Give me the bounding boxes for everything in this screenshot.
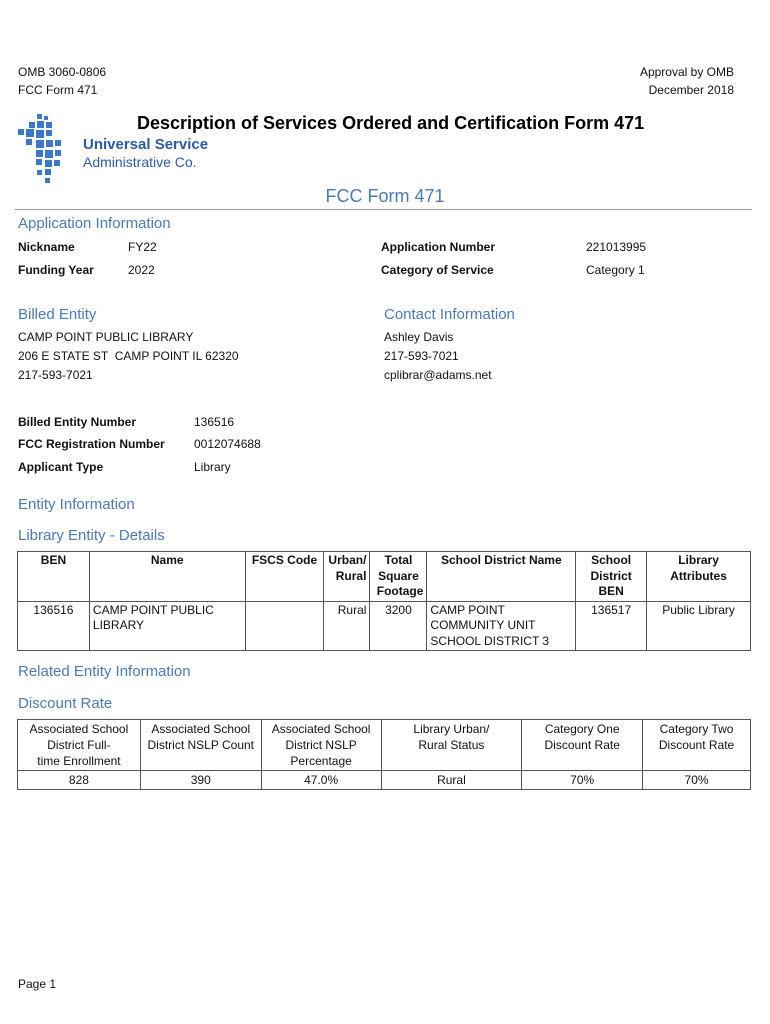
col-urban-rural: Urban/ Rural (324, 552, 370, 602)
cell-library-attributes: Public Library (647, 601, 751, 651)
library-entity-heading: Library Entity - Details (18, 527, 165, 544)
ben-label: Billed Entity Number (18, 415, 137, 429)
applicant-type-label: Applicant Type (18, 460, 104, 474)
col-ben: BEN (18, 552, 90, 602)
approval-date: December 2018 (648, 83, 734, 97)
application-info-heading: Application Information (18, 215, 171, 232)
col-fscs: FSCS Code (245, 552, 324, 602)
page-number: Page 1 (18, 977, 57, 991)
category-label: Category of Service (381, 263, 494, 277)
contact-info-heading: Contact Information (384, 306, 515, 323)
cell-square-footage: 3200 (370, 601, 427, 651)
col-name: Name (89, 552, 245, 602)
entity-info-heading: Entity Information (18, 496, 135, 513)
col-school-district: School District Name (427, 552, 576, 602)
applicant-type-value: Library (194, 460, 231, 474)
funding-year-label: Funding Year (18, 263, 94, 277)
cell-school-district: CAMP POINT COMMUNITY UNIT SCHOOL DISTRICT 3 (427, 601, 576, 651)
category-value: Category 1 (586, 263, 645, 277)
contact-phone: 217-593-7021 (384, 349, 459, 363)
cell-ben: 136516 (18, 601, 90, 651)
cell-nslp-count: 390 (140, 771, 261, 790)
related-entity-heading: Related Entity Information (18, 663, 191, 680)
nickname-value: FY22 (128, 240, 157, 254)
cell-urban-rural-status: Rural (381, 771, 522, 790)
cell-category-two: 70% (643, 771, 751, 790)
col-category-two: Category Two Discount Rate (643, 720, 751, 771)
logo-line1: Universal Service (83, 136, 209, 153)
col-urban-rural-status: Library Urban/ Rural Status (381, 720, 522, 771)
cell-urban-rural: Rural (324, 601, 370, 651)
application-number-label: Application Number (381, 240, 496, 254)
library-entity-table (17, 551, 751, 651)
billed-entity-phone: 217-593-7021 (18, 368, 93, 382)
billed-entity-address: 206 E STATE ST CAMP POINT IL 62320 (18, 349, 239, 363)
nickname-label: Nickname (18, 240, 75, 254)
discount-rate-heading: Discount Rate (18, 695, 113, 712)
discount-rate-table (17, 719, 751, 790)
application-number-value: 221013995 (586, 240, 647, 254)
cell-name: CAMP POINT PUBLIC LIBRARY (89, 601, 245, 651)
billed-entity-name: CAMP POINT PUBLIC LIBRARY (18, 330, 194, 344)
col-enrollment: Associated School District Full- time Enrollment (18, 720, 141, 771)
logo-line2: Administrative Co. (83, 154, 197, 170)
cell-category-one: 70% (522, 771, 643, 790)
divider (15, 209, 752, 210)
fcc-registration-value: 0012074688 (194, 437, 261, 451)
funding-year-value: 2022 (128, 263, 155, 277)
col-category-one: Category One Discount Rate (522, 720, 643, 771)
cell-nslp-percentage: 47.0% (261, 771, 381, 790)
fcc-registration-label: FCC Registration Number (18, 437, 165, 451)
usac-dots-icon (15, 112, 85, 184)
ben-value: 136516 (194, 415, 235, 429)
billed-entity-heading: Billed Entity (18, 306, 97, 323)
form-number: FCC Form 471 (18, 83, 98, 97)
form-heading: FCC Form 471 (325, 186, 445, 206)
omb-number: OMB 3060-0806 (18, 65, 107, 79)
col-square-footage: Total Square Footage (370, 552, 427, 602)
col-school-district-ben: School District BEN (576, 552, 647, 602)
col-library-attributes: Library Attributes (647, 552, 751, 602)
cell-fscs (245, 601, 324, 651)
cell-enrollment: 828 (18, 771, 141, 790)
table-row (18, 771, 751, 790)
table-row (18, 601, 751, 651)
omb-approval: Approval by OMB (639, 65, 734, 79)
cell-school-district-ben: 136517 (576, 601, 647, 651)
table-header-row (18, 552, 751, 602)
contact-name: Ashley Davis (384, 330, 454, 344)
document-title: Description of Services Ordered and Certification Form 471 (137, 113, 645, 133)
col-nslp-percentage: Associated School District NSLP Percentage (261, 720, 381, 771)
table-header-row (18, 720, 751, 771)
contact-email: cplibrar@adams.net (384, 368, 492, 382)
col-nslp-count: Associated School District NSLP Count (140, 720, 261, 771)
